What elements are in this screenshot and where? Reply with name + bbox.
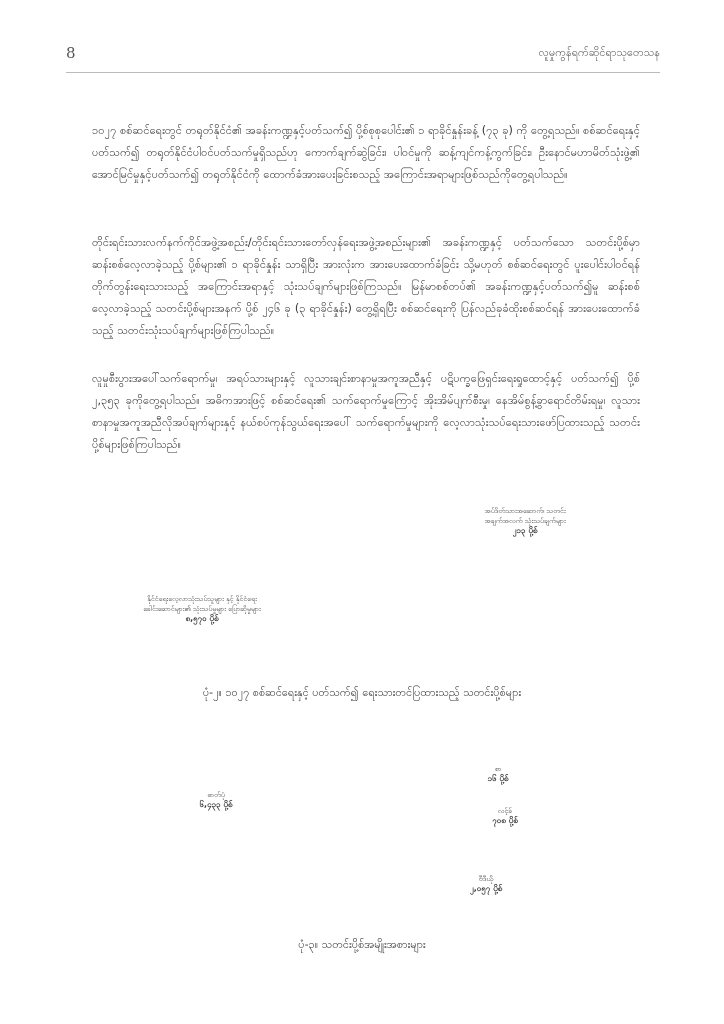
- chart2-label-link-name: လင့်ခ်: [497, 807, 513, 815]
- running-header-title: လူမှုကွန်ရက်ဆိုင်ရာသုတေသန: [538, 46, 660, 59]
- chart2-label-video: [446, 874, 526, 894]
- header-rule: [66, 72, 660, 73]
- chart2-label-text-count: ၁၆ ပို့စ်: [487, 774, 509, 783]
- chart2-label-link-count: ၇၀၈ ပို့စ်: [492, 816, 518, 825]
- chart2-label-text-name: စာ: [494, 765, 502, 773]
- chart2-leader-dot-0: [456, 774, 460, 778]
- chart1-label-news-updates-text: အပ်ဒိတ်သားအဆောက်၊ သတင်းအချက်အလက် သုံးသပ်ချက်များ: [484, 507, 566, 525]
- chart1-caption: ပုံ-၂။ ၁၀၂၇ စစ်ဆင်ရေးနှင့် ပတ်သက်၍ ရေးသားတင်ပြထားသည့် သတင်းပို့စ်များ: [202, 686, 522, 699]
- chart2-label-text: [468, 764, 528, 784]
- chart2-label-link: [470, 806, 540, 826]
- chart1-label-political-analysis-count: ၈,၅၇၀ ပို့စ်: [185, 614, 219, 623]
- body-paragraph-3: လူမှုစီးပွားအပေါ်သက်ရောက်မှု၊ အရပ်သားများနှင့် လူသားချင်းစာနာမှုအကူအညီနှင့် ပဋိပက္ခဖြေရှင်းရေးရှုထောင့်နှင့် ပတ်သက်၍ ပို့စ် ၂,၃၅၃ ခုကိုတွေ့ရပါသည်။ အဓိကအားဖြင့် စစ်ဆင်ရေး၏ သက်ရောက်မှုကြောင့် အိုးအိမ်ပျက်စီးမှု၊ နေအိမ်စွန့်ခွာရောင်တိမ်းရမှု၊ လူသားစာနာမှုအကူအညီလိုအပ်ချက်များနှင့် နယ်စပ်ကုန်သွယ်ရေးအပေါ် သက်ရောက်မှုများကို လေ့လာသုံးသပ်ရေးသားဖော်ပြထားသည့် သတင်းပို့စ်များဖြစ်ကြပါသည်။: [92, 372, 640, 451]
- chart2-label-video-count: ၂,၀၅၇ ပို့စ်: [469, 884, 503, 893]
- chart2-label-photo-name: ဓာတ်ပုံ: [207, 791, 225, 799]
- body-paragraph-2: တိုင်းရင်းသားလက်နက်ကိုင်အဖွဲ့အစည်း/တိုင်းရင်းသားတော်လှန်ရေးအဖွဲ့အစည်းများ၏ အခန်းကဏ္ဍနှင့် ပတ်သက်သော သတင်းပို့စ်မှာ ဆန်းစစ်လေ့လာခဲ့သည့် ပို့စ်များ၏ ၁ ရာခိုင်နှုန်း သာရှိပြီး အားလုံးက အားပေးထောက်ခံခြင်း သို့မဟုတ် စစ်ဆင်ရေးတွင် ပူးပေါင်းပါဝင်ရန် တိုက်တွန်းရေးသားသည့် အကြောင်းအရာနှင့် သုံးသပ်ချက်များဖြစ်ကြသည်။ မြန်မာစစ်တပ်၏ အခန်းကဏ္ဍနှင့်ပတ်သက်၍မူ ဆန်းစစ်လေ့လာခဲ့သည့် သတင်းပို့စ်များအနက် ပို့စ် ၂၄၆ ခု (၃ ရာခိုင်နှုန်း) တွေ့ရှိရပြီး စစ်ဆင်ရေးကို ပြန်လည်ခုခံထိုးစစ်ဆင်ရန် အားပေးထောက်ခံသည့် သတင်းသုံးသပ်ချက်များဖြစ်ကြပါသည်။: [92, 236, 640, 337]
- chart2-slice-2: [368, 827, 443, 922]
- page-number: 8: [66, 44, 76, 62]
- chart2-label-photo-count: ၆,၄၃၃ ပို့စ်: [199, 800, 233, 809]
- chart2-label-video-name: ဗီဒီယို: [478, 875, 494, 883]
- chart1-slice-1: [276, 502, 444, 670]
- chart1-label-political-analysis-text: နိုင်ငံရေးလေ့လာသုံးသပ်သူများ နှင့် နိုင်ငံရေးခေါင်းဆောင်များ၏ သုံးသပ်မှုများ ပြောဆိုမှုများ: [143, 595, 261, 613]
- chart1-label-news-updates-count: ၂၁၃ ပို့စ်: [512, 526, 538, 535]
- chart2-caption: ပုံ-၃။ သတင်းပို့စ်အမျိုးအစားများ: [298, 938, 426, 951]
- chart1-label-news-updates: [470, 506, 580, 536]
- chart1-label-political-analysis: [132, 594, 272, 624]
- chart2-label-photo: [176, 790, 256, 810]
- body-paragraph-1: ၁၀၂၇ စစ်ဆင်ရေးတွင် တရုတ်နိုင်ငံ၏ အခန်းကဏ္ဍနှင့်ပတ်သက်၍ ပို့စ်စုစုပေါင်း၏ ၁ ရာခိုင်နှုန်းခန့် (၇၃ ခု) ကို တွေ့ရသည်။ စစ်ဆင်ရေးနှင့် ပတ်သက်၍ တရုတ်နိုင်ငံပါဝင်ပတ်သက်မှုရှိသည်ဟု ကောက်ချက်ဆွဲခြင်း၊ ပါဝင်မှုကို ဆန့်ကျင်ကန့်ကွက်ခြင်း၊ ဦးနောင်မဟာမိတ်သုံးဖွဲ့၏ အောင်မြင်မှုနှင့်ပတ်သက်၍ တရုတ်နိုင်ငံကို ထောက်ခံအားပေးခြင်းစသည့် အကြောင်းအရာများဖြစ်သည်ကိုတွေ့ရပါသည်။: [92, 124, 640, 181]
